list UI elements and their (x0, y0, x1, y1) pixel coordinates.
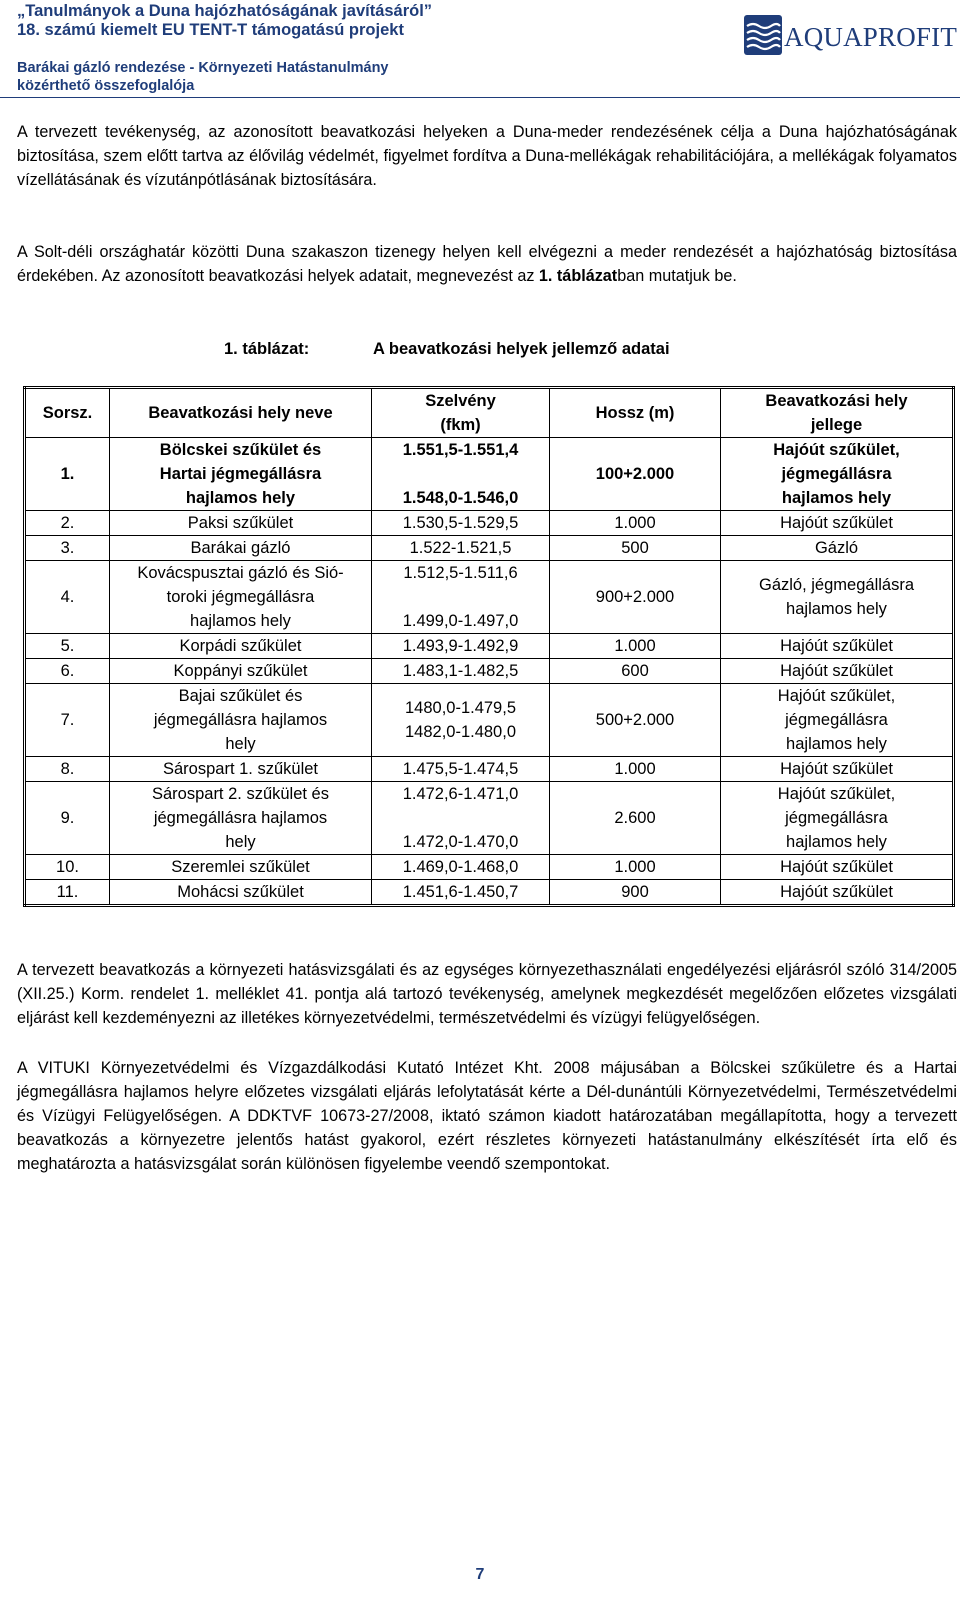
cell-name: Barákai gázló (110, 536, 372, 561)
cell-name: Bajai szűkület és jégmegállásra hajlamos hely (110, 684, 372, 757)
cell-number: 10. (25, 855, 110, 880)
cell-length: 100+2.000 (550, 438, 721, 511)
cell-length: 500 (550, 536, 721, 561)
cell-number: 11. (25, 880, 110, 906)
eia-paragraph: A tervezett beavatkozás a környezeti hatásvizsgálati és az egységes környezethasználati engedélyezési eljárásról szóló 314/2005 (XII.25.) Korm. rendelet 1. melléklet 41. pontja alá tartozó tevékenység, amelynek megkezdését megelőzően előzetes vizsgálati eljárást kell kezdeményezni az illetékes környezetvédelmi, természetvédelmi és vízügyi felügyelőségen. (17, 961, 957, 1027)
cell-length: 900 (550, 880, 721, 906)
cell-character: Hajóút szűkület, jégmegállásra hajlamos hely (721, 438, 954, 511)
intro-paragraph: A tervezett tevékenység, az azonosított beavatkozási helyeken a Duna-meder rendezésének célja a Duna hajózhatóságának biztosítása, szem előtt tartva az élővilág védelmét, figyelmet fordítva a Duna-mellékágak rehabilitációjára, a mellékágak folyamatos vízellátásának és vízutánpótlásának biztosítására. (17, 123, 957, 189)
cell-number: 7. (25, 684, 110, 757)
cell-number: 4. (25, 561, 110, 634)
sites-paragraph-end: ban mutatjuk be. (617, 267, 737, 285)
cell-fkm: 1480,0-1.479,5 1482,0-1.480,0 (372, 684, 550, 757)
project-title: „Tanulmányok a Duna hajózhatóságának javításáról” (17, 2, 433, 20)
table-row (25, 634, 954, 659)
cell-length: 500+2.000 (550, 684, 721, 757)
cell-fkm: 1.451,6-1.450,7 (372, 880, 550, 906)
cell-number: 3. (25, 536, 110, 561)
cell-name: Kovácspusztai gázló és Sió- toroki jégmegállásra hajlamos hely (110, 561, 372, 634)
cell-number: 9. (25, 782, 110, 855)
cell-number: 1. (25, 438, 110, 511)
cell-number: 2. (25, 511, 110, 536)
cell-character: Hajóút szűkület (721, 855, 954, 880)
table-row (25, 561, 954, 634)
aquaprofit-logo (744, 15, 958, 55)
cell-fkm: 1.530,5-1.529,5 (372, 511, 550, 536)
cell-name: Sárospart 2. szűkület és jégmegállásra hajlamos hely (110, 782, 372, 855)
waves-icon (744, 15, 782, 55)
table-reference: 1. táblázat (538, 267, 618, 285)
cell-length: 600 (550, 659, 721, 684)
header-length: Hossz (m) (550, 388, 721, 438)
cell-length: 2.600 (550, 782, 721, 855)
page-number: 7 (475, 1566, 485, 1583)
cell-fkm: 1.469,0-1.468,0 (372, 855, 550, 880)
table-row (25, 880, 954, 906)
cell-character: Gázló, jégmegállásra hajlamos hely (721, 561, 954, 634)
cell-fkm: 1.475,5-1.474,5 (372, 757, 550, 782)
cell-number: 6. (25, 659, 110, 684)
table-row (25, 438, 954, 511)
sites-paragraph-text: A Solt-déli országhatár közötti Duna szakaszon tizenegy helyen kell elvégezni a meder rendezését a hajózhatóság biztosítása érdekében. Az azonosított beavatkozási helyek adatait, megnevezést az (17, 243, 957, 285)
logo-wordmark: AQUAPROFIT (784, 22, 958, 52)
table-caption (0, 340, 960, 364)
project-subtitle: 18. számú kiemelt EU TENT-T támogatású projekt (17, 21, 404, 39)
cell-length: 1.000 (550, 511, 721, 536)
cell-fkm: 1.522-1.521,5 (372, 536, 550, 561)
table-caption-number: 1. táblázat: (224, 340, 310, 358)
cell-name: Sárospart 1. szűkület (110, 757, 372, 782)
table-row (25, 536, 954, 561)
table-row (25, 684, 954, 757)
table-row (25, 757, 954, 782)
header-number: Sorsz. (25, 388, 110, 438)
cell-name: Korpádi szűkület (110, 634, 372, 659)
cell-length: 1.000 (550, 634, 721, 659)
header-character: Beavatkozási hely jellege (721, 388, 954, 438)
cell-fkm: 1.551,5-1.551,4 1.548,0-1.546,0 (372, 438, 550, 511)
cell-length: 1.000 (550, 757, 721, 782)
cell-character: Hajóút szűkület, jégmegállásra hajlamos hely (721, 684, 954, 757)
intervention-sites-table (23, 386, 955, 907)
cell-length: 900+2.000 (550, 561, 721, 634)
table-caption-title: A beavatkozási helyek jellemző adatai (373, 340, 670, 358)
cell-name: Szeremlei szűkület (110, 855, 372, 880)
document-subtitle: közérthető összefoglalója (17, 78, 195, 94)
cell-number: 5. (25, 634, 110, 659)
cell-length: 1.000 (550, 855, 721, 880)
cell-fkm: 1.483,1-1.482,5 (372, 659, 550, 684)
document-title: Barákai gázló rendezése - Környezeti Hatástanulmány (17, 60, 389, 76)
header-divider (0, 97, 960, 98)
cell-character: Gázló (721, 536, 954, 561)
page-header (0, 0, 960, 100)
cell-name: Paksi szűkület (110, 511, 372, 536)
table-row (25, 855, 954, 880)
cell-character: Hajóút szűkület (721, 880, 954, 906)
header-name: Beavatkozási hely neve (110, 388, 372, 438)
vituki-paragraph: A VITUKI Környezetvédelmi és Vízgazdálkodási Kutató Intézet Kht. 2008 májusában a Bölcskei szűkületre és a Hartai jégmegállásra hajlamos helyre előzetes vizsgálati eljárás lefolytatását kérte a Dél-dunántúli Környezetvédelmi, Természetvédelmi és Vízügyi Felügyelőségen. A DDKTVF 10673-27/2008, iktató számon kiadott határozatában megállapította, hogy a tervezett beavatkozás a környezetre jelentős hatást gyakorol, ezért részletes környezeti hatástanulmány elkészítését írta elő és meghatározta a hatásvizsgálat során különösen figyelembe veendő szempontokat. (17, 1059, 957, 1173)
cell-name: Mohácsi szűkület (110, 880, 372, 906)
header-fkm: Szelvény (fkm) (372, 388, 550, 438)
table-row (25, 659, 954, 684)
cell-fkm: 1.512,5-1.511,6 1.499,0-1.497,0 (372, 561, 550, 634)
cell-character: Hajóút szűkület (721, 757, 954, 782)
sites-paragraph (17, 240, 957, 288)
cell-character: Hajóút szűkület (721, 659, 954, 684)
table-header-row (25, 388, 954, 438)
cell-character: Hajóút szűkület (721, 511, 954, 536)
cell-name: Bölcskei szűkület és Hartai jégmegállásra hajlamos hely (110, 438, 372, 511)
cell-name: Koppányi szűkület (110, 659, 372, 684)
cell-number: 8. (25, 757, 110, 782)
table-row (25, 782, 954, 855)
cell-fkm: 1.493,9-1.492,9 (372, 634, 550, 659)
table-row (25, 511, 954, 536)
cell-character: Hajóút szűkület (721, 634, 954, 659)
cell-character: Hajóút szűkület, jégmegállásra hajlamos hely (721, 782, 954, 855)
cell-fkm: 1.472,6-1.471,0 1.472,0-1.470,0 (372, 782, 550, 855)
